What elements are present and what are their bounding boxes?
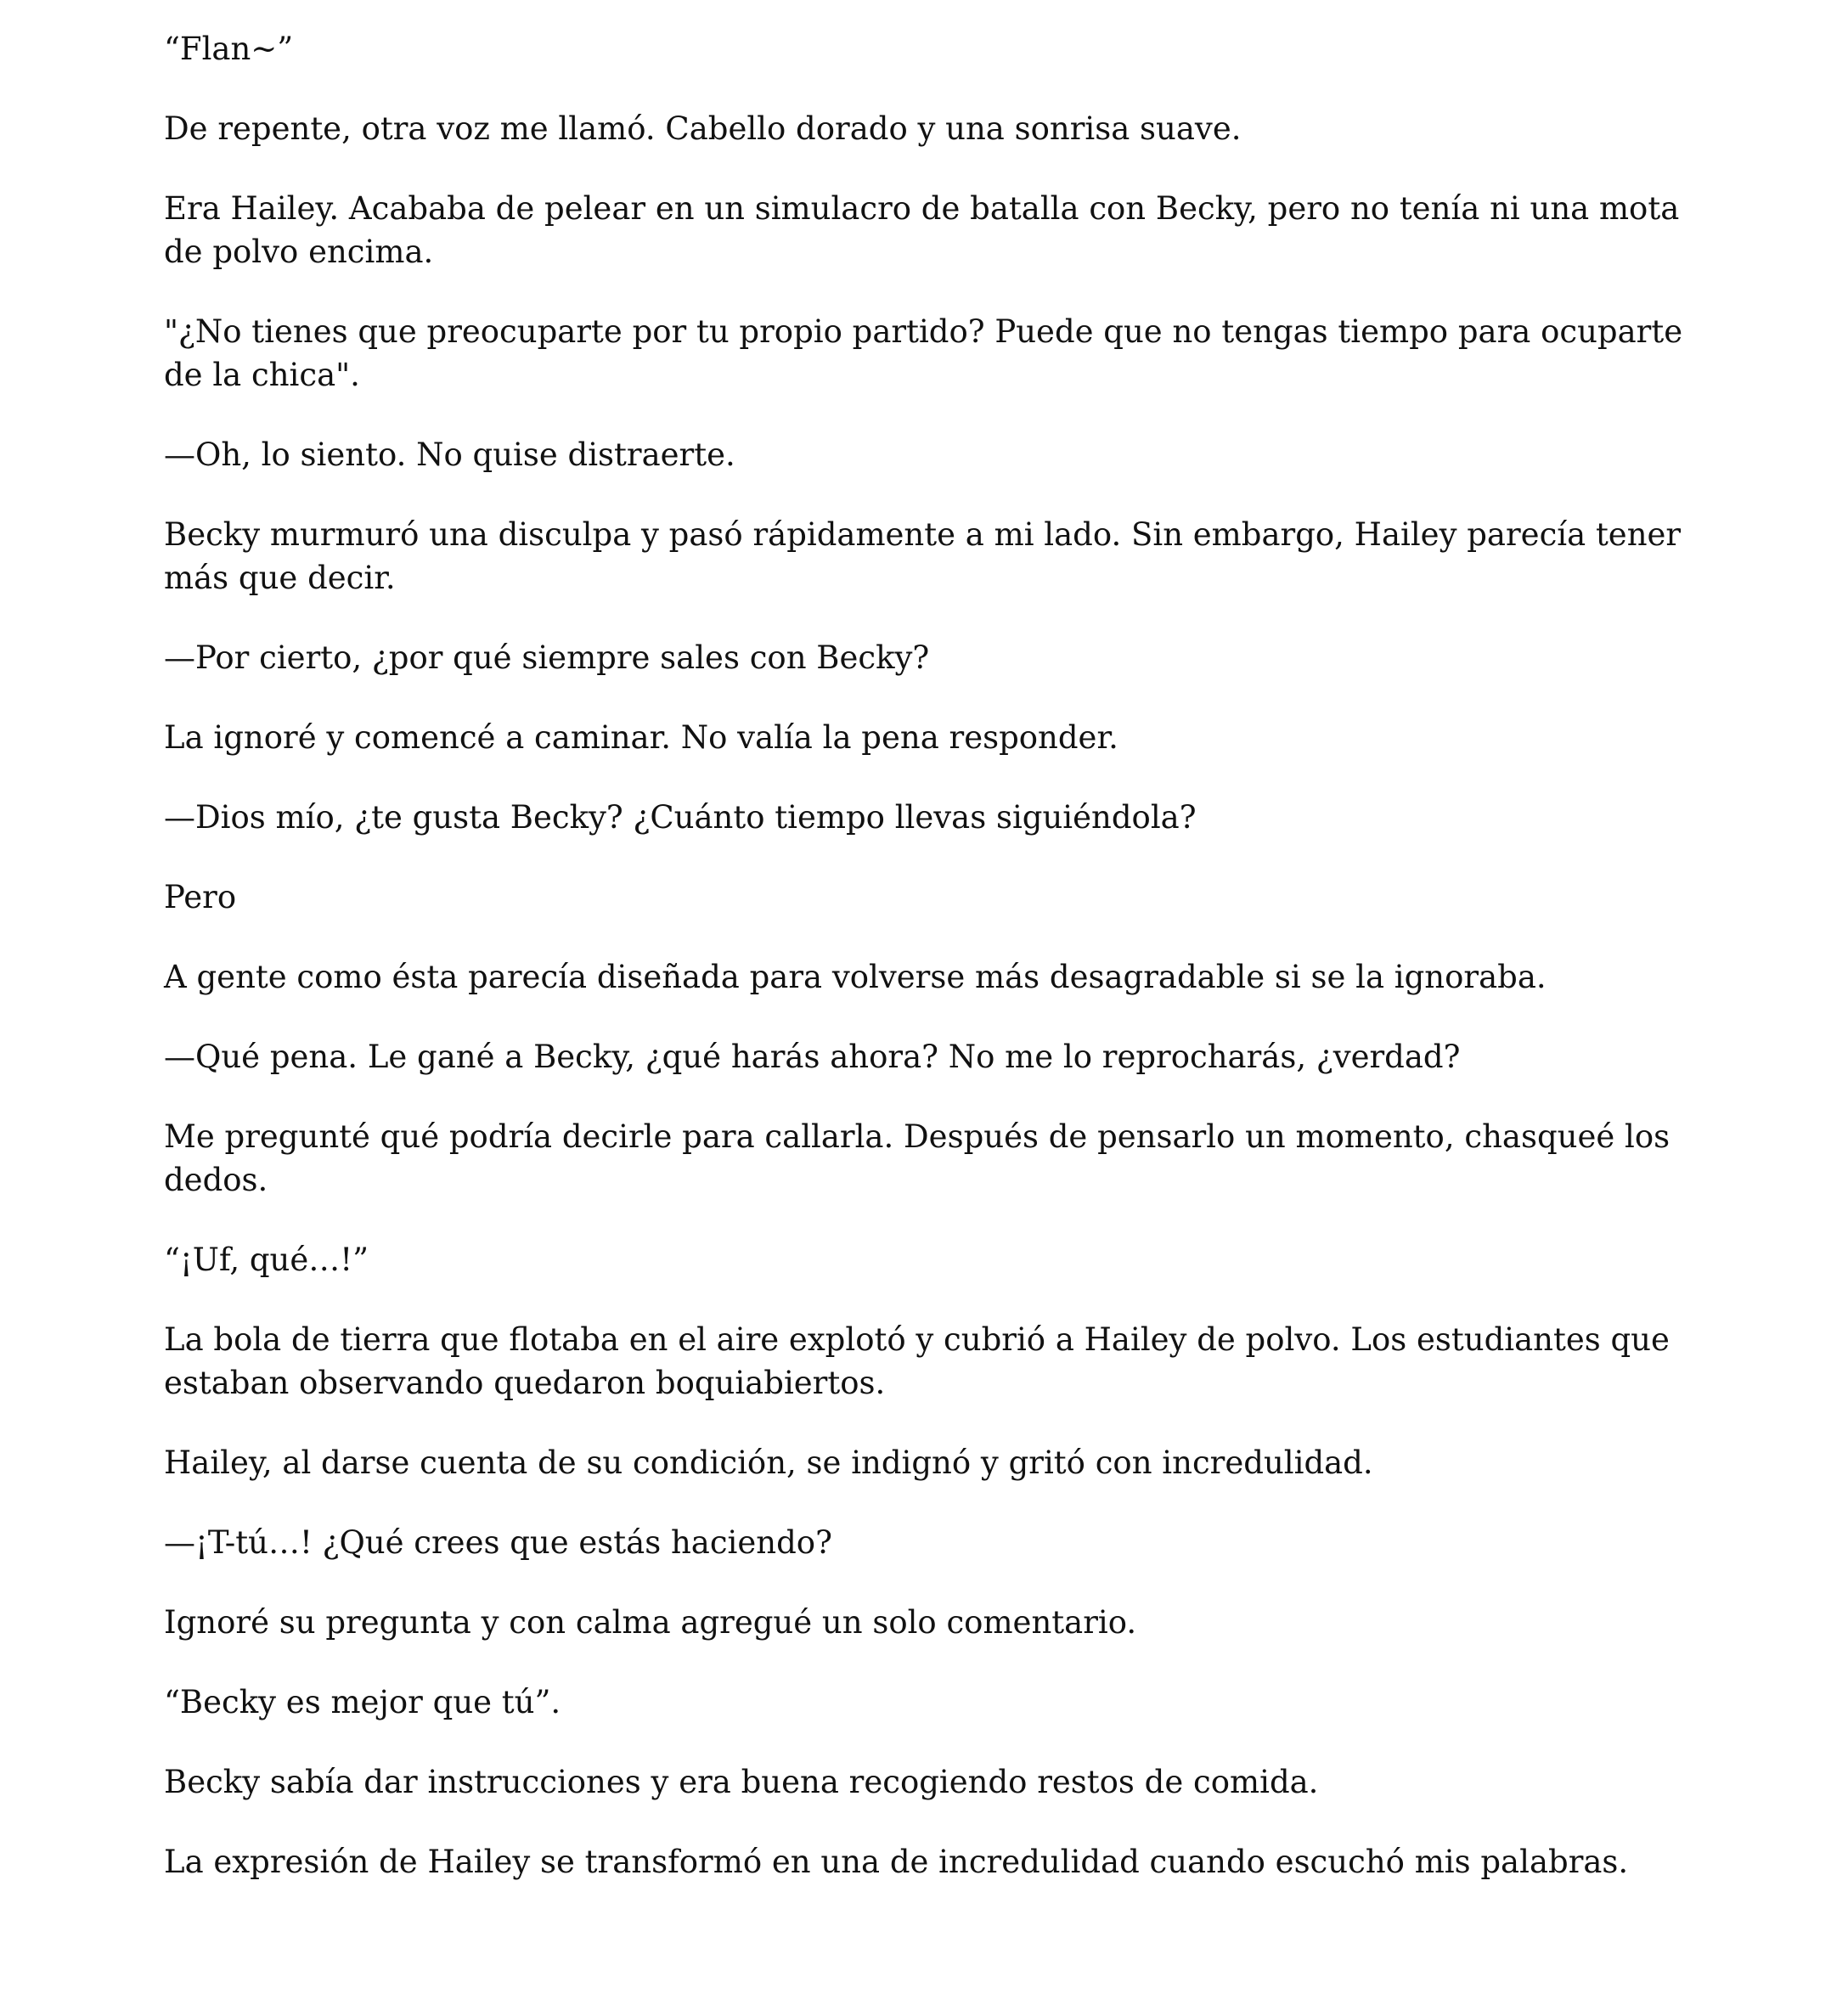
paragraph: "¿No tienes que preocuparte por tu propio partido? Puede que no tengas tiempo para ocuparte de la chica".: [164, 313, 1683, 393]
paragraph: La expresión de Hailey se transformó en una de incredulidad cuando escuchó mis palabras.: [164, 1844, 1629, 1880]
paragraph: —Dios mío, ¿te gusta Becky? ¿Cuánto tiempo llevas siguiéndola?: [164, 799, 1197, 836]
document-body: [164, 27, 1693, 1920]
paragraph: Becky murmuró una disculpa y pasó rápidamente a mi lado. Sin embargo, Hailey parecía tener más que decir.: [164, 516, 1682, 596]
paragraph: “¡Uf, qué…!”: [164, 1242, 369, 1278]
paragraph: Ignoré su pregunta y con calma agregué un solo comentario.: [164, 1604, 1137, 1641]
paragraph: “Flan~”: [164, 31, 294, 67]
paragraph: Me pregunté qué podría decirle para callarla. Después de pensarlo un momento, chasqueé los dedos.: [164, 1118, 1671, 1198]
paragraph: —Oh, lo siento. No quise distraerte.: [164, 436, 735, 473]
paragraph: —¡T-tú…! ¿Qué crees que estás haciendo?: [164, 1524, 832, 1561]
paragraph: Era Hailey. Acababa de pelear en un simulacro de batalla con Becky, pero no tenía ni una mota de polvo encima.: [164, 190, 1680, 270]
paragraph: A gente como ésta parecía diseñada para volverse más desagradable si se la ignoraba.: [164, 959, 1547, 995]
paragraph: La bola de tierra que flotaba en el aire explotó y cubrió a Hailey de polvo. Los estudiantes que estaban observando quedaron boquiabiertos.: [164, 1321, 1670, 1401]
paragraph: Pero: [164, 879, 237, 915]
paragraph: “Becky es mejor que tú”.: [164, 1684, 561, 1720]
paragraph: —Qué pena. Le gané a Becky, ¿qué harás ahora? No me lo reprocharás, ¿verdad?: [164, 1039, 1461, 1075]
paragraph: Becky sabía dar instrucciones y era buena recogiendo restos de comida.: [164, 1764, 1319, 1800]
paragraph: Hailey, al darse cuenta de su condición, se indignó y gritó con incredulidad.: [164, 1444, 1373, 1481]
paragraph: —Por cierto, ¿por qué siempre sales con Becky?: [164, 639, 930, 676]
paragraph: La ignoré y comencé a caminar. No valía la pena responder.: [164, 719, 1118, 756]
paragraph: De repente, otra voz me llamó. Cabello dorado y una sonrisa suave.: [164, 110, 1242, 147]
